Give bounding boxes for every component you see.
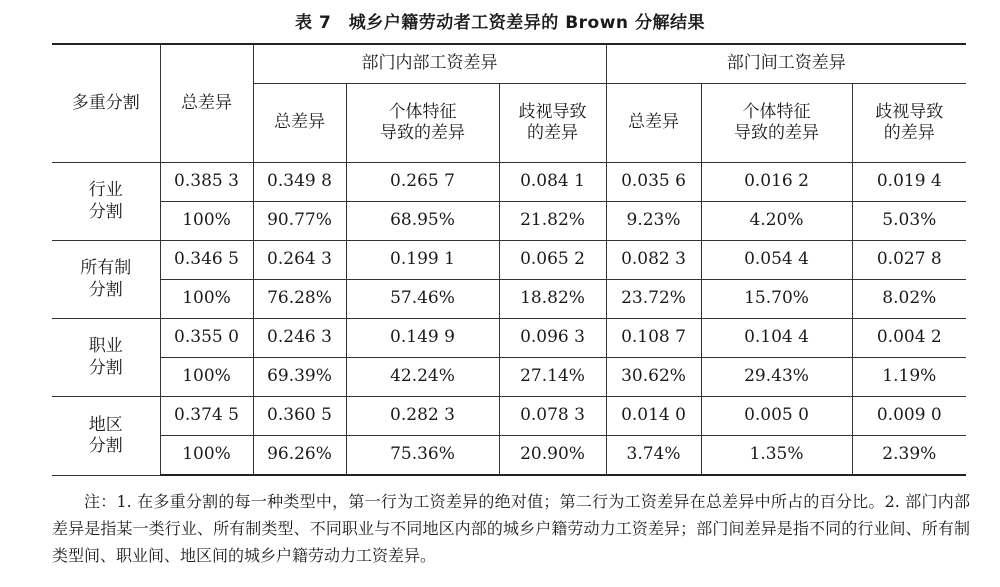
table-notes: 注：1. 在多重分割的每一种类型中，第一行为工资差异的绝对值；第二行为工资差异在总差异中所占的百分比。2. 部门内部差异是指某一类行业、所有制类型、不同职业与不同地区内部的城乡户籍劳动力工资差异；部门间差异是指不同的行业间、所有制类型间、职业间、地区间的城乡户籍劳动力工资差异。 xyxy=(52,492,970,565)
row-label-line: 职业 xyxy=(88,336,123,357)
table-cell: 100% xyxy=(160,436,253,476)
table-cell: 0.035 6 xyxy=(606,163,701,202)
table-row xyxy=(52,436,966,476)
row-label-line: 地区 xyxy=(88,414,123,435)
within-group-header: 部门内部工资差异 xyxy=(253,44,606,84)
table-cell: 15.70% xyxy=(701,280,852,319)
table-row xyxy=(52,319,966,358)
table-row xyxy=(52,241,966,280)
table-cell: 0.246 3 xyxy=(253,319,346,358)
table-cell: 0.349 8 xyxy=(253,163,346,202)
table-cell: 90.77% xyxy=(253,202,346,241)
table-cell: 4.20% xyxy=(701,202,852,241)
table-cell: 0.004 2 xyxy=(852,319,966,358)
table-cell: 0.016 2 xyxy=(701,163,852,202)
within-individual-header xyxy=(346,84,499,163)
table-cell: 76.28% xyxy=(253,280,346,319)
table-cell: 0.199 1 xyxy=(346,241,499,280)
row-label-line: 分割 xyxy=(88,201,123,222)
between-group-header: 部门间工资差异 xyxy=(606,44,966,84)
table-cell: 0.065 2 xyxy=(499,241,606,280)
header-line: 个体特征 xyxy=(742,101,811,122)
table-cell: 0.096 3 xyxy=(499,319,606,358)
table-cell: 0.108 7 xyxy=(606,319,701,358)
table-cell: 3.74% xyxy=(606,436,701,476)
corner-header: 多重分割 xyxy=(52,44,160,163)
row-label-line: 分割 xyxy=(88,357,123,378)
table-cell: 9.23% xyxy=(606,202,701,241)
table-cell: 29.43% xyxy=(701,358,852,397)
table-cell: 0.355 0 xyxy=(160,319,253,358)
header-line: 的差异 xyxy=(883,123,935,143)
table-cell: 0.360 5 xyxy=(253,397,346,436)
row-label-line: 所有制 xyxy=(80,258,132,279)
table-cell: 0.054 4 xyxy=(701,241,852,280)
header-line: 个体特征 xyxy=(388,101,457,122)
row-label-line: 分割 xyxy=(88,435,123,456)
table-cell: 0.264 3 xyxy=(253,241,346,280)
table-cell: 20.90% xyxy=(499,436,606,476)
table-cell: 0.005 0 xyxy=(701,397,852,436)
row-label-line: 分割 xyxy=(88,279,123,300)
table-cell: 42.24% xyxy=(346,358,499,397)
table-cell: 0.027 8 xyxy=(852,241,966,280)
table-cell: 57.46% xyxy=(346,280,499,319)
header-line: 歧视导致 xyxy=(875,101,944,122)
table-cell: 30.62% xyxy=(606,358,701,397)
decomposition-table xyxy=(52,43,966,476)
table-cell: 68.95% xyxy=(346,202,499,241)
between-discrimination-header xyxy=(852,84,966,163)
row-label-line: 行业 xyxy=(88,180,123,201)
within-total-header: 总差异 xyxy=(253,84,346,163)
table-cell: 0.082 3 xyxy=(606,241,701,280)
table-cell: 0.282 3 xyxy=(346,397,499,436)
table-cell: 0.014 0 xyxy=(606,397,701,436)
table-cell: 100% xyxy=(160,280,253,319)
table-cell: 5.03% xyxy=(852,202,966,241)
between-individual-header xyxy=(701,84,852,163)
table-cell: 8.02% xyxy=(852,280,966,319)
table-cell: 0.078 3 xyxy=(499,397,606,436)
table-row xyxy=(52,280,966,319)
table-cell: 0.265 7 xyxy=(346,163,499,202)
table-cell: 1.19% xyxy=(852,358,966,397)
row-label xyxy=(52,241,160,319)
between-total-header: 总差异 xyxy=(606,84,701,163)
table-cell: 0.346 5 xyxy=(160,241,253,280)
table-title: 表 7 城乡户籍劳动者工资差异的 Brown 分解结果 xyxy=(295,13,705,33)
table-cell: 18.82% xyxy=(499,280,606,319)
table-cell: 75.36% xyxy=(346,436,499,476)
row-label xyxy=(52,397,160,476)
table-cell: 0.084 1 xyxy=(499,163,606,202)
table-cell: 0.374 5 xyxy=(160,397,253,436)
table-cell: 1.35% xyxy=(701,436,852,476)
table-cell: 0.009 0 xyxy=(852,397,966,436)
within-discrimination-header xyxy=(499,84,606,163)
header-line: 导致的差异 xyxy=(734,123,820,143)
row-label xyxy=(52,163,160,241)
table-cell: 100% xyxy=(160,358,253,397)
table-cell: 69.39% xyxy=(253,358,346,397)
table-cell: 0.019 4 xyxy=(852,163,966,202)
table-cell: 0.149 9 xyxy=(346,319,499,358)
table-row xyxy=(52,163,966,202)
table-cell: 96.26% xyxy=(253,436,346,476)
table-cell: 0.104 4 xyxy=(701,319,852,358)
table-cell: 100% xyxy=(160,202,253,241)
table-cell: 0.385 3 xyxy=(160,163,253,202)
header-line: 歧视导致 xyxy=(518,101,587,122)
header-line: 导致的差异 xyxy=(380,123,465,143)
table-cell: 23.72% xyxy=(606,280,701,319)
total-diff-header: 总差异 xyxy=(160,44,253,163)
table-row xyxy=(52,202,966,241)
table-row xyxy=(52,358,966,397)
row-label xyxy=(52,319,160,397)
table-cell: 21.82% xyxy=(499,202,606,241)
header-row-1 xyxy=(52,44,966,84)
header-line: 的差异 xyxy=(527,123,579,143)
table-cell: 27.14% xyxy=(499,358,606,397)
table-row xyxy=(52,397,966,436)
table-cell: 2.39% xyxy=(852,436,966,476)
